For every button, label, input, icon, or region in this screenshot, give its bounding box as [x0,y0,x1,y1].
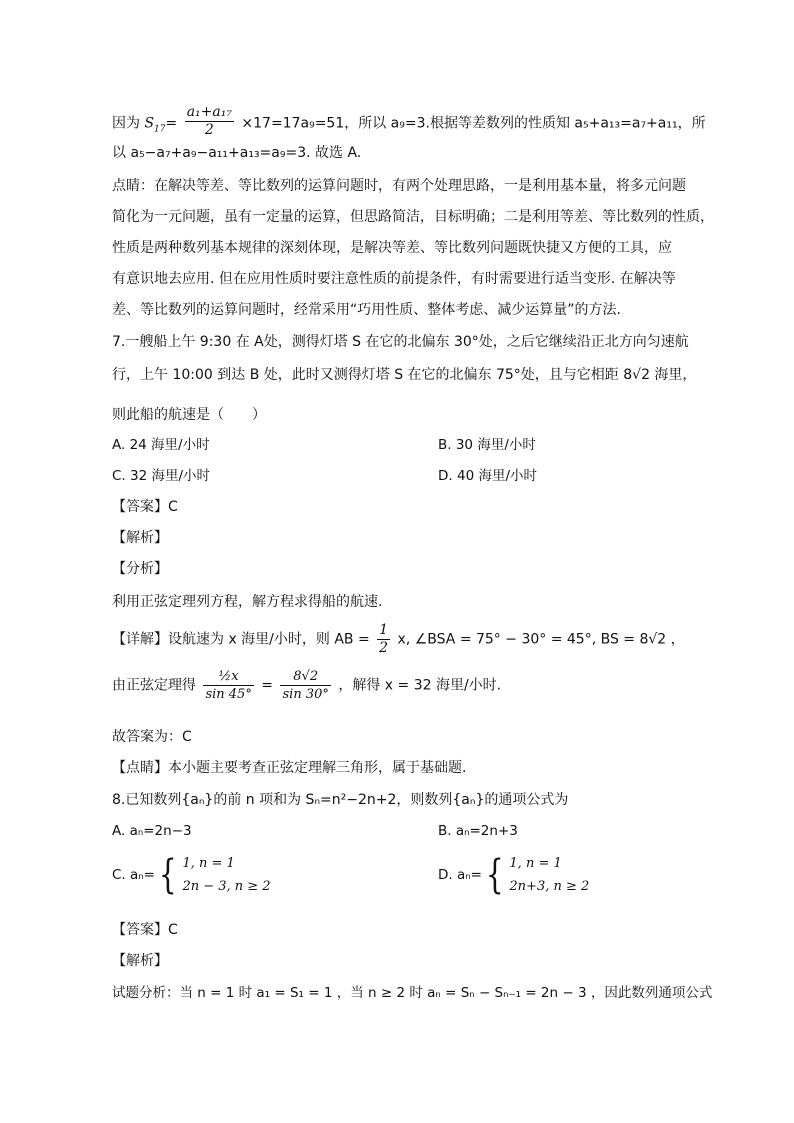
half-numerator: 1 [379,622,389,638]
q6-intro: 因为 [112,115,140,132]
q7-option-c: C. 32 海里/小时 [112,468,211,484]
detail-intro: 【详解】设航速为 x 海里/小时，则 AB = [112,631,370,648]
option-c-label: C. aₙ= [112,867,155,883]
brace-c: { [158,852,177,898]
q7-fenxi-text: 利用正弦定理列方程，解方程求得船的航速. [112,594,383,610]
q6-line-1-rest: ×17=17a₉=51，所以 a₉=3.根据等差数列的性质知 a₅+a₁₃=a₇+a₁₁，所 [241,115,706,132]
q7-option-d: D. 40 海里/小时 [438,468,537,484]
cases-c [182,852,270,898]
half-fraction [377,622,390,657]
sum-symbol: S [144,115,155,132]
q7-stem-2: 行，上午 10:00 到达 B 处，此时又测得灯塔 S 在它的北偏东 75°处，且与它相距 8√2 海里， [112,367,697,383]
q8-answer: 【答案】C [112,922,178,938]
note-line-5: 差、等比数列的运算问题时，经常采用“巧用性质、整体考虑、减少运算量”的方法. [112,302,621,318]
option-d-label: D. aₙ= [438,867,482,883]
note-line-4: 有意识地去应用. 但在应用性质时要注意性质的前提条件，有时需要进行适当变形. 在解决等 [112,271,676,287]
mean-fraction [185,104,234,139]
detail-rest: x, ∠BSA = 75° − 30° = 45°, BS = 8√2 ， [397,631,685,648]
case-c-1: 1, n = 1 [182,856,235,871]
q8-option-a: A. aₙ=2n−3 [112,823,192,839]
left-numerator: ½x [203,668,253,686]
q7-final: 故答案为：C [112,729,192,745]
q7-option-a: A. 24 海里/小时 [112,437,210,453]
brace-d: { [485,852,504,898]
case-d-2: 2n+3, n ≥ 2 [509,879,590,894]
note-line-1: 点睛：在解决等差、等比数列的运算问题时，有两个处理思路，一是利用基本量，将多元问题 [112,178,686,194]
left-denominator: sin 45° [205,687,252,702]
note-line-3: 性质是两种数列基本规律的深刻体现，是解决等差、等比数列问题既快捷又方便的工具，应 [112,240,672,256]
fraction-numerator: a₁+a₁₇ [186,104,232,120]
sum-subscript: 17 [154,124,166,135]
case-d-1: 1, n = 1 [509,856,562,871]
law-equals: = [261,677,274,694]
q6-line-2: 以 a₅−a₇+a₉−a₁₁+a₁₃=a₉=3. 故选 A. [112,145,362,161]
q8-option-b: B. aₙ=2n+3 [438,823,518,839]
q6-line-1 [112,106,706,141]
q8-stem: 8.已知数列{aₙ}的前 n 项和为 Sₙ=n²−2n+2，则数列{aₙ}的通项公式为 [112,792,569,808]
q7-option-b: B. 30 海里/小时 [438,437,536,453]
q7-stem-1: 7.一艘船上午 9:30 在 A处，测得灯塔 S 在它的北偏东 30°处，之后它继续沿正北方向匀速航 [112,334,689,350]
q8-option-c [112,852,271,898]
q7-law-of-sines [112,668,501,703]
q8-analysis-heading: 【解析】 [112,953,168,969]
law-intro: 由正弦定理得 [112,677,196,694]
fraction-denominator: 2 [204,122,214,138]
q7-note: 【点睛】本小题主要考查正弦定理解三角形，属于基础题. [112,760,467,776]
sine-ratio-left [203,668,253,703]
equals-sign: = [165,115,178,132]
note-line-2: 简化为一元问题，虽有一定量的运算，但思路简洁，目标明确；二是利用等差、等比数列的性质， [112,209,714,225]
sine-ratio-right [280,668,330,703]
right-numerator: 8√2 [280,668,330,686]
q8-analysis-text: 试题分析：当 n = 1 时 a₁ = S₁ = 1 ，当 n ≥ 2 时 aₙ = Sₙ − Sₙ₋₁ = 2n − 3 ，因此数列通项公式 [112,985,713,1001]
q7-fenxi-heading: 【分析】 [112,561,168,577]
half-denominator: 2 [379,640,389,656]
cases-d [509,852,589,898]
right-denominator: sin 30° [282,687,329,702]
law-result: ，解得 x = 32 海里/小时. [338,677,502,694]
q7-detail [112,622,685,657]
q7-answer: 【答案】C [112,499,178,515]
q7-stem-3: 则此船的航速是（ ） [112,407,266,423]
case-c-2: 2n − 3, n ≥ 2 [182,879,271,894]
q8-option-d [438,852,589,898]
q7-analysis-heading: 【解析】 [112,530,168,546]
